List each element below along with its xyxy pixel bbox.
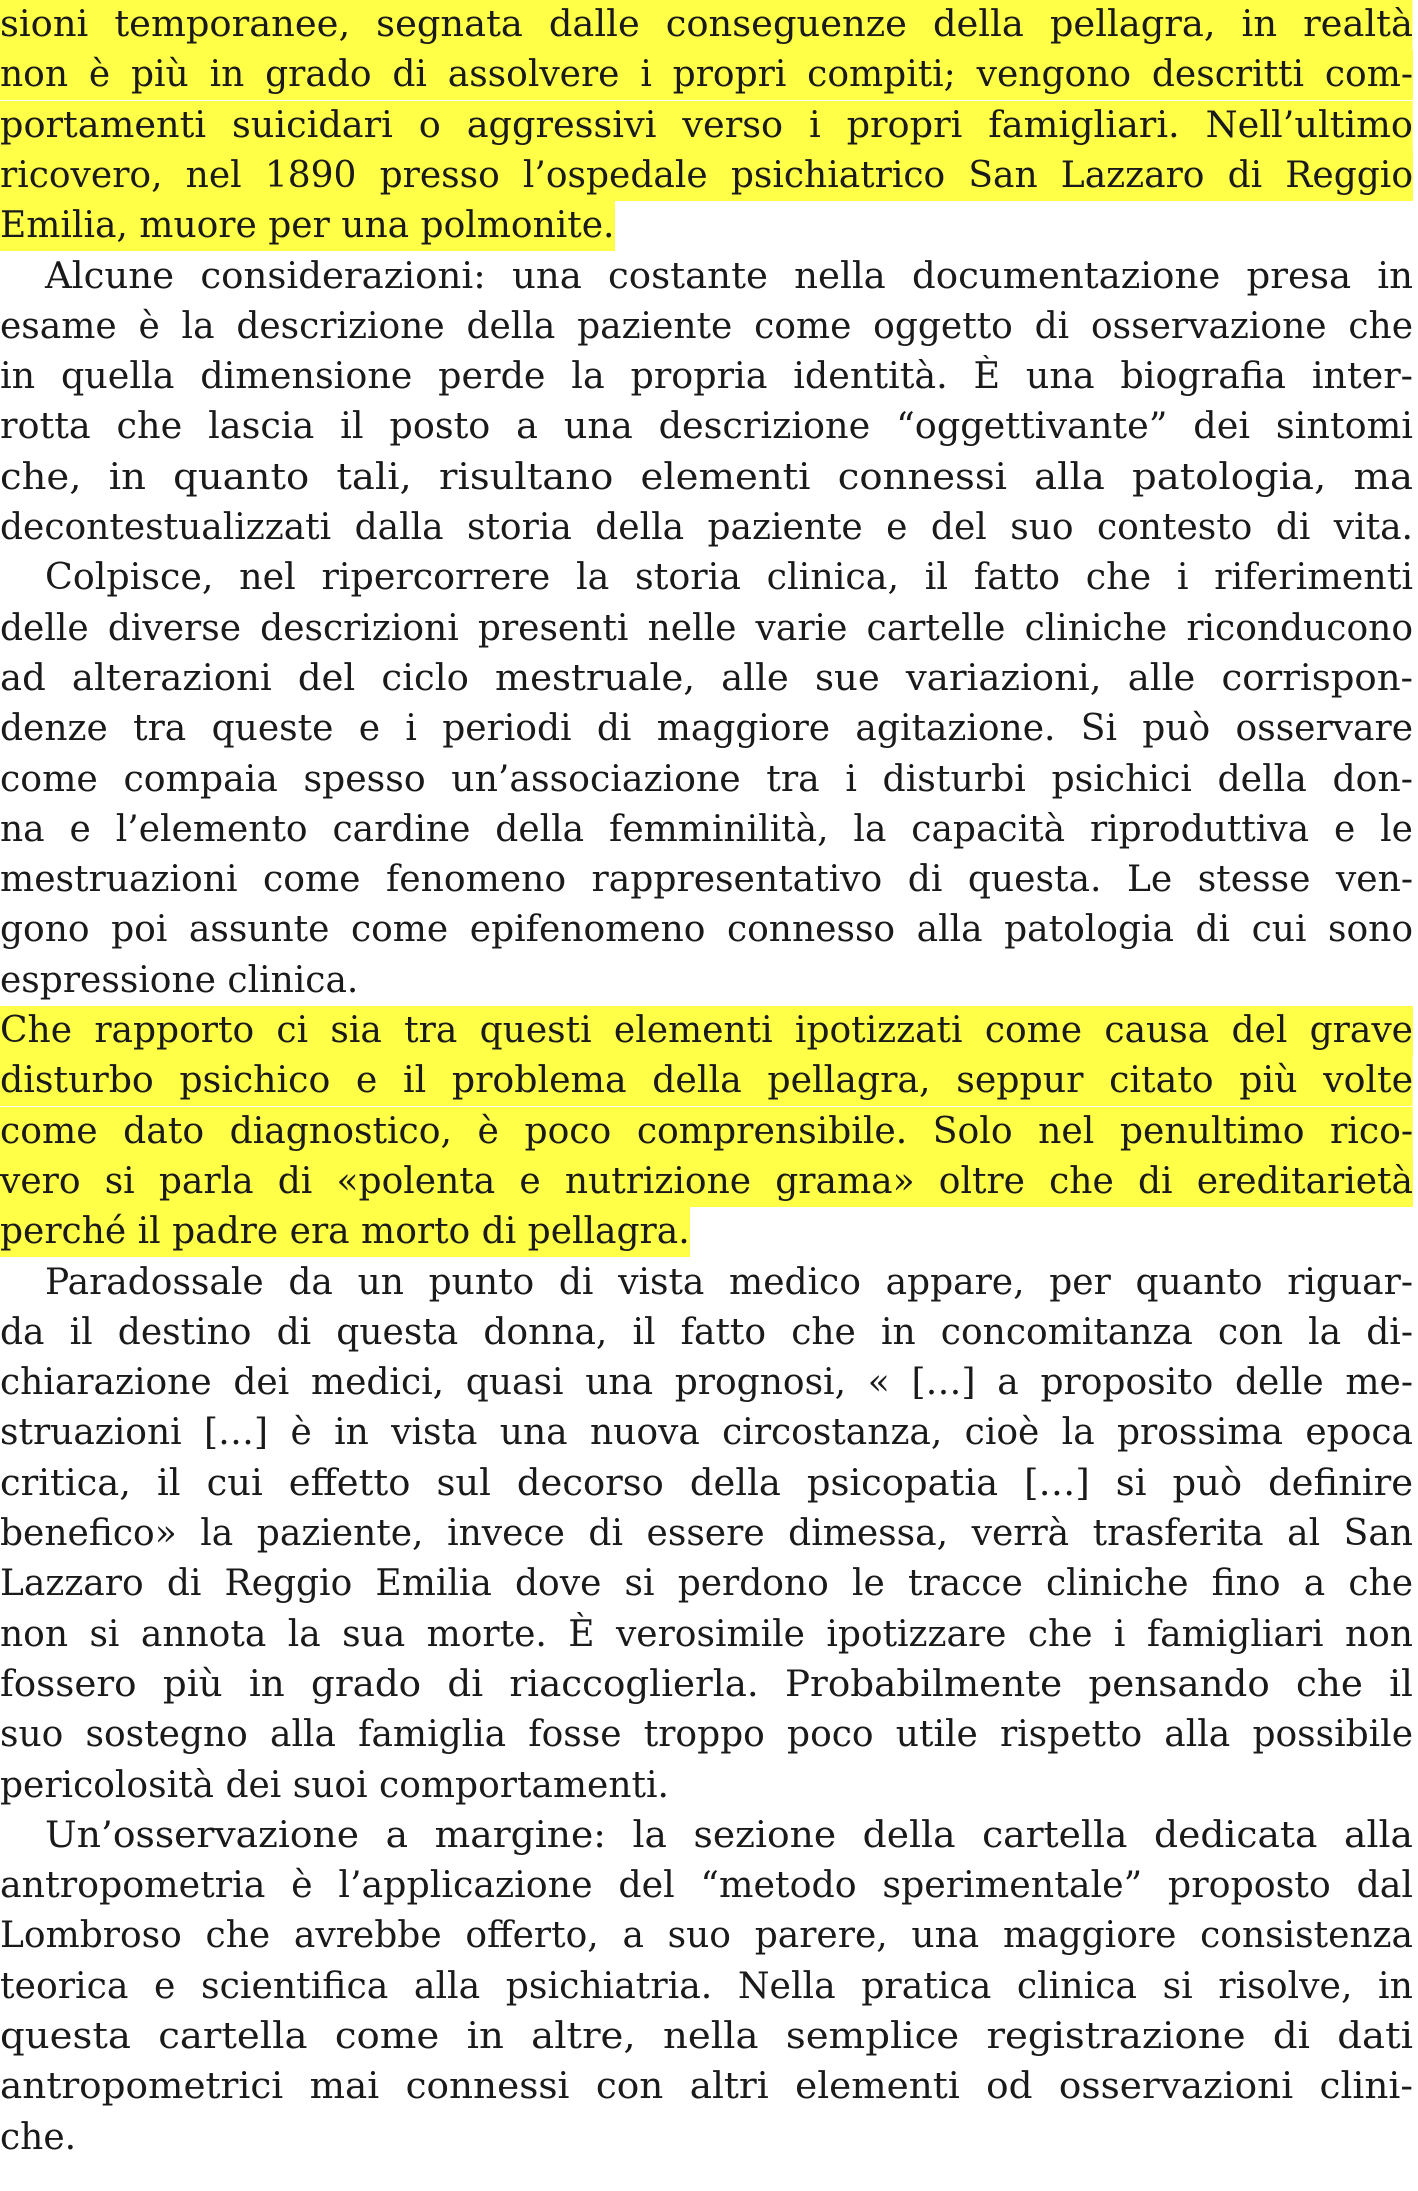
body-text: decontestualizzati dalla storia della paziente e del suo contesto di vita. — [0, 507, 1413, 548]
body-text: benefico» la paziente, invece di essere dimessa, verrà trasferita al San — [0, 1513, 1413, 1554]
text-line — [0, 1962, 1418, 2012]
text-line — [0, 1811, 1418, 1861]
text-line — [0, 252, 1418, 302]
body-text: fossero più in grado di riaccoglierla. Probabilmente pensando che il — [0, 1663, 1413, 1705]
highlighted-text: non è più in grado di assolvere i propri compiti; vengono descritti com- — [0, 50, 1413, 100]
text-line — [0, 956, 1418, 1006]
text-line — [0, 1157, 1418, 1207]
highlighted-text: ricovero, nel 1890 presso l’ospedale psichiatrico San Lazzaro di Reggio — [0, 151, 1413, 201]
body-text: come compaia spesso un’associazione tra i disturbi psichici della don- — [0, 758, 1414, 800]
body-text: che. — [0, 2116, 77, 2158]
text-line — [0, 1710, 1418, 1760]
body-text: in quella dimensione perde la propria identità. È una biografia inter- — [0, 356, 1414, 398]
body-text: espressione clinica. — [0, 959, 359, 1001]
text-line — [0, 654, 1418, 704]
text-line — [0, 1207, 1418, 1257]
body-text: antropometrici mai connessi con altri elementi od osservazioni clini- — [0, 2066, 1413, 2108]
text-line — [0, 1358, 1418, 1408]
body-text: Un’osservazione a margine: la sezione della cartella dedicata alla — [45, 1814, 1413, 1856]
text-line — [0, 151, 1418, 201]
body-text: chiarazione dei medici, quasi una prognosi, « […] a proposito delle me- — [0, 1362, 1413, 1404]
highlighted-text: sioni temporanee, segnata dalle conseguenze della pellagra, in realtà — [0, 0, 1413, 50]
body-text: delle diverse descrizioni presenti nelle varie cartelle cliniche riconducono — [0, 607, 1413, 649]
body-text: Lombroso che avrebbe offerto, a suo parere, una maggiore consistenza — [0, 1915, 1413, 1957]
text-line — [0, 503, 1418, 553]
text-line — [0, 1861, 1418, 1911]
text-line — [0, 855, 1418, 905]
text-line — [0, 2113, 1418, 2163]
body-text: suo sostegno alla famiglia fosse troppo poco utile rispetto alla possibile — [0, 1714, 1413, 1756]
text-line — [0, 755, 1418, 805]
body-text: Paradossale da un punto di vista medico appare, per quanto riguar- — [45, 1261, 1413, 1303]
text-line — [0, 302, 1418, 352]
body-text: che, in quanto tali, risultano elementi connessi alla patologia, ma — [0, 456, 1414, 498]
body-text: Alcune considerazioni: una costante nella documentazione presa in — [45, 255, 1414, 297]
body-text: Colpisce, nel ripercorrere la storia clinica, il fatto che i riferimenti — [45, 557, 1413, 599]
body-text: teorica e scientifica alla psichiatria. Nella pratica clinica si risolve, in — [0, 1965, 1413, 2007]
text-line — [0, 50, 1418, 100]
text-line — [0, 553, 1418, 603]
text-line — [0, 2012, 1418, 2062]
body-text: da il destino di questa donna, il fatto che in concomitanza con la di- — [0, 1311, 1413, 1353]
text-line — [0, 1559, 1418, 1609]
text-line — [0, 1911, 1418, 1961]
body-text: non si annota la sua morte. È verosimile ipotizzare che i famigliari non — [0, 1613, 1413, 1655]
text-line — [0, 905, 1418, 955]
highlighted-text: perché il padre era morto di pellagra. — [0, 1207, 690, 1257]
highlighted-text: portamenti suicidari o aggressivi verso i propri famigliari. Nell’ultimo — [0, 101, 1413, 151]
body-text: critica, il cui effetto sul decorso della psicopatia […] si può definire — [0, 1462, 1414, 1504]
body-text: antropometria è l’applicazione del “metodo sperimentale” proposto dal — [0, 1865, 1414, 1907]
text-line — [0, 101, 1418, 151]
body-text: questa cartella come in altre, nella semplice registrazione di dati — [0, 2016, 1413, 2057]
text-line — [0, 201, 1418, 251]
text-line — [0, 1107, 1418, 1157]
text-line — [0, 1308, 1418, 1358]
highlighted-text: Emilia, muore per una polmonite. — [0, 201, 615, 251]
text-line — [0, 1761, 1418, 1811]
text-line — [0, 704, 1418, 754]
text-line — [0, 0, 1418, 50]
text-line — [0, 453, 1418, 503]
text-line — [0, 1610, 1418, 1660]
body-text: pericolosità dei suoi comportamenti. — [0, 1764, 669, 1806]
body-text: ad alterazioni del ciclo mestruale, alle sue variazioni, alle corrispon- — [0, 657, 1414, 699]
body-text: gono poi assunte come epifenomeno connesso alla patologia di cui sono — [0, 909, 1413, 951]
text-line — [0, 2062, 1418, 2112]
body-text: rotta che lascia il posto a una descrizione “oggettivante” dei sintomi — [0, 406, 1414, 448]
body-text: struazioni […] è in vista una nuova circostanza, cioè la prossima epoca — [0, 1412, 1413, 1454]
text-line — [0, 1459, 1418, 1509]
body-text: na e l’elemento cardine della femminilità, la capacità riproduttiva e le — [0, 808, 1413, 850]
highlighted-text: vero si parla di «polenta e nutrizione grama» oltre che di ereditarietà — [0, 1157, 1413, 1207]
highlighted-text: Che rapporto ci sia tra questi elementi ipotizzati come causa del grave — [0, 1006, 1413, 1056]
text-line — [0, 1509, 1418, 1559]
text-line — [0, 1258, 1418, 1308]
text-line — [0, 402, 1418, 452]
highlighted-text: disturbo psichico e il problema della pellagra, seppur citato più volte — [0, 1056, 1413, 1106]
body-text: Lazzaro di Reggio Emilia dove si perdono le tracce cliniche fino a che — [0, 1563, 1413, 1605]
text-line — [0, 1660, 1418, 1710]
body-text: esame è la descrizione della paziente come oggetto di osservazione che — [0, 305, 1413, 347]
text-line — [0, 1408, 1418, 1458]
text-line — [0, 805, 1418, 855]
text-line — [0, 352, 1418, 402]
body-text: denze tra queste e i periodi di maggiore agitazione. Si può osservare — [0, 708, 1413, 750]
text-line — [0, 1056, 1418, 1106]
highlighted-text: come dato diagnostico, è poco comprensibile. Solo nel penultimo rico- — [0, 1107, 1413, 1157]
text-line — [0, 1006, 1418, 1056]
text-line — [0, 604, 1418, 654]
body-text: mestruazioni come fenomeno rappresentativo di questa. Le stesse ven- — [0, 859, 1414, 901]
